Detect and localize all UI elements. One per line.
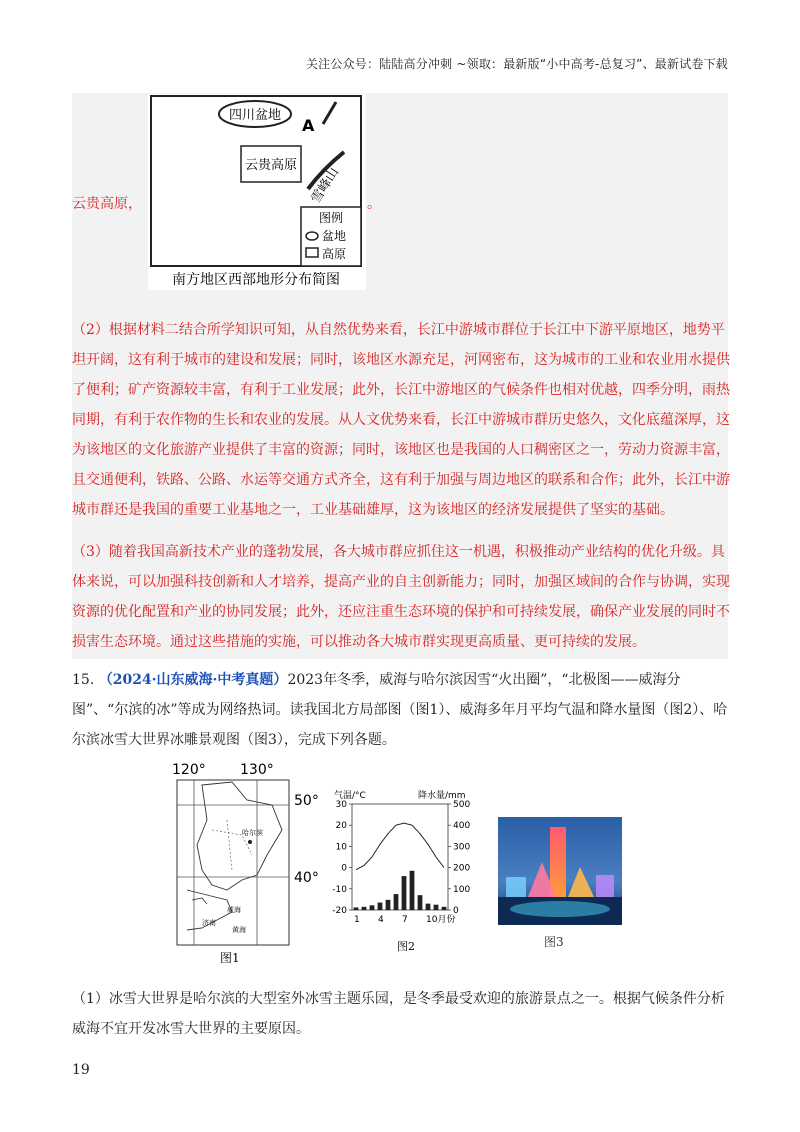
left-tick-label: 10 — [335, 842, 347, 853]
figure-3-photo — [498, 817, 622, 925]
basin-label: 四川盆地 — [228, 108, 282, 123]
legend-plateau-icon — [306, 248, 318, 257]
right-tick-label: 400 — [453, 821, 471, 832]
precip-bar — [362, 907, 367, 910]
precip-bar — [378, 903, 383, 910]
precip-bar — [442, 907, 447, 910]
page-header: 关注公众号：陆陆高分冲刺 ~领取：最新版“小中高考-总复习”、最新试卷下载 — [305, 57, 728, 71]
answer-line1: 云贵高原， — [72, 196, 142, 212]
precip-bar — [386, 900, 391, 910]
left-axis-title: 气温/°C — [334, 791, 366, 801]
precip-bar — [370, 905, 375, 910]
precip-bar — [394, 894, 399, 910]
map-caption: 南方地区西部地形分布简图 — [172, 272, 340, 288]
letter-a: A — [302, 116, 315, 135]
legend-title: 图例 — [318, 211, 344, 225]
plateau-label: 云贵高原 — [244, 158, 298, 173]
harbin-label: 哈尔滨 — [242, 829, 263, 837]
terrain-map — [148, 94, 366, 290]
weihai-label: 威海 — [227, 906, 241, 914]
right-tick-label: 300 — [453, 842, 471, 853]
legend-basin-icon — [306, 232, 318, 240]
left-tick-label: 20 — [335, 821, 347, 832]
mountain-label: 雪峰山 — [308, 165, 343, 207]
precip-bar — [354, 907, 359, 910]
right-tick-label: 200 — [453, 863, 471, 874]
question-source-tag: （2024·山东威海·中考真题） — [98, 672, 288, 688]
precip-bar — [410, 871, 415, 910]
x-tick-label: 4 — [378, 915, 384, 925]
question-15-1: （1）冰雪大世界是哈尔滨的大型室外冰雪主题乐园，是冬季最受欢迎的旅游景点之一。根据气候条件分析威海不宜开发冰雪大世界的主要原因。 — [72, 991, 725, 1037]
precip-bar — [402, 876, 407, 910]
figure-1-caption: 图1 — [220, 951, 240, 965]
right-axis-title: 降水量/mm — [418, 791, 466, 801]
x-tick-label: 1 — [354, 915, 360, 925]
lat-40: 40° — [294, 870, 319, 886]
temperature-line — [356, 823, 444, 870]
left-tick-label: -10 — [332, 884, 347, 895]
answer-para-3: （3）随着我国高新技术产业的蓬勃发展，各大城市群应抓住这一机遇，积极推动产业结构的优化升级。具体来说，可以加强科技创新和人才培养，提高产业的自主创新能力；同时，加强区域间的合作与协调，实现资源的优化配置和产业的协同发展；此外，还应注重生态环境的保护和可持续发展，确保产业发展的同时不损害生态环境。通过这些措施的实施，可以推动各大城市群实现更高质量、更可持续的发展。 — [72, 544, 730, 650]
answer-line1-end: 。 — [367, 196, 381, 212]
right-tick-label: 500 — [453, 800, 471, 810]
right-tick-label: 0 — [453, 906, 459, 916]
x-tick-label: 10月份 — [426, 915, 456, 925]
x-tick-label: 7 — [402, 915, 408, 925]
terrain-map-svg — [148, 94, 366, 290]
answer-para-2: （2）根据材料二结合所学知识可知，从自然优势来看，长江中游城市群位于长江中下游平原地区，地势平坦开阔，这有利于城市的建设和发展；同时，该地区水源充足，河网密布，这为城市的工业和农业用水提供了便利；矿产资源较丰富，有利于工业发展；此外，长江中游地区的气候条件也相对优越，四季分明，雨热同期，有利于农作物的生长和农业的发展。从人文优势来看，长江中游城市群历史悠久，文化底蕴深厚，这为该地区的文化旅游产业提供了丰富的资源；同时，该地区也是我国的人口稠密区之一，劳动力资源丰富，且交通便利，铁路、公路、水运等交通方式齐全，这有利于加强与周边地区的联系和合作；此外，长江中游城市群还是我国的重要工业基地之一，工业基础雄厚，这为该地区的经济发展提供了坚实的基础。 — [72, 322, 730, 518]
lon-120: 120° — [172, 762, 206, 778]
precip-bar — [418, 895, 423, 910]
figure-2-chart — [330, 760, 480, 955]
lon-130: 130° — [240, 762, 274, 778]
question-15 — [72, 665, 732, 755]
plot-frame — [352, 804, 448, 910]
jinan-label: 济南 — [202, 919, 216, 927]
left-tick-label: -20 — [332, 906, 347, 916]
left-tick-label: 0 — [341, 863, 347, 874]
page-number: 19 — [72, 1062, 90, 1078]
legend-plateau-label: 高原 — [322, 247, 347, 261]
harbin-dot — [248, 840, 252, 844]
ice-tower — [550, 827, 566, 897]
huanghai-label: 黄海 — [232, 926, 246, 934]
legend-basin-label: 盆地 — [322, 229, 347, 243]
figure-3-caption: 图3 — [544, 935, 564, 949]
left-tick-label: 30 — [335, 800, 347, 810]
precip-bar — [426, 904, 431, 910]
precip-bar — [434, 905, 439, 910]
question-text: 2023年冬季，威海与哈尔滨因雪“火出圈”，“北极图——威海分图”、“尔滨的冰”等成为网络热词。读我国北方局部图（图1）、威海多年月平均气温和降水量图（图2）、哈尔滨冰雪大世界冰雕景观图（图3），完成下列各题。 — [72, 672, 728, 748]
question-number: 15. — [72, 672, 95, 688]
figure-1-map — [172, 760, 322, 965]
right-tick-label: 100 — [453, 884, 471, 895]
lat-50: 50° — [294, 793, 319, 809]
climate-plot — [332, 800, 470, 925]
figure-2-caption: 图2 — [397, 940, 415, 953]
